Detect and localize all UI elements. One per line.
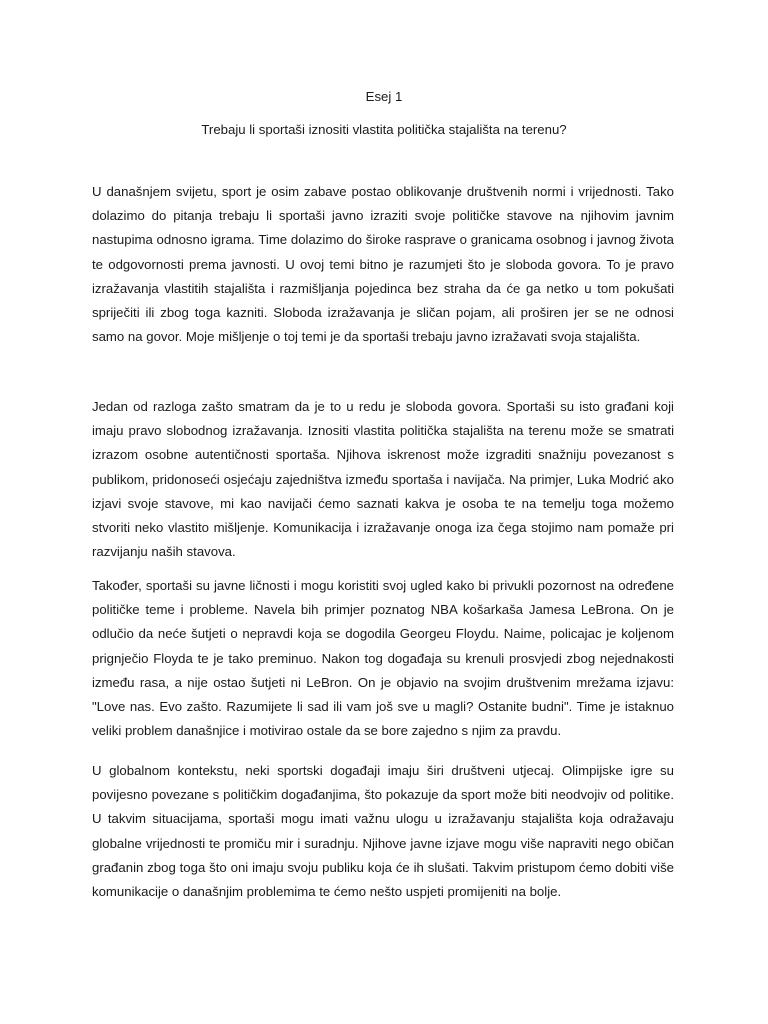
- paragraph-4: U globalnom kontekstu, neki sportski događaji imaju širi društveni utjecaj. Olimpijske igre su povijesno povezane s političkim događanjima, što pokazuje da sport može biti neodvojiv od politike. U takvim situacijama, sportaši mogu imati važnu ulogu u izražavanju stajališta koja odražavaju globalne vrijednosti te promiču mir i suradnju. Njihove javne izjave mogu više napraviti nego običan građanin zbog toga što oni imaju svoju publiku koja će ih slušati. Takvim pristupom ćemo dobiti više komunikacije o današnjim problemima te ćemo nešto uspjeti promijeniti na bolje.: [92, 763, 674, 900]
- paragraph-2: Jedan od razloga zašto smatram da je to u redu je sloboda govora. Sportaši su isto građani koji imaju pravo slobodnog izražavanja. Iznositi vlastita politička stajališta na terenu može se smatrati izrazom osobne autentičnosti sportaša. Njihova iskrenost može izgraditi snažniju povezanost s publikom, pridonoseći osjećaju zajedništva između sportaša i navijača. Na primjer, Luka Modrić ako izjavi svoje stavove, mi kao navijači ćemo saznati kakva je osoba te na temelju toga možemo stvoriti neko vlastito mišljenje. Komunikacija i izražavanje onoga iza čega stojimo nam pomaže pri razvijanju naših stavova.: [92, 399, 674, 560]
- essay-title: Trebaju li sportaši iznositi vlastita politička stajališta na terenu?: [201, 122, 567, 137]
- essay-label: Esej 1: [365, 89, 403, 104]
- paragraph-3: Također, sportaši su javne ličnosti i mogu koristiti svoj ugled kako bi privukli pozornost na određene političke teme i probleme. Navela bih primjer poznatog NBA košarkaša Jamesa LeBrona. On je odlučio da neće šutjeti o nepravdi koja se dogodila Georgeu Floydu. Naime, policajac je koljenom prignječio Floyda te je tako preminuo. Nakon tog događaja su krenuli prosvjedi zbog nejednakosti između rasa, a nije ostao šutjeti ni LeBron. On je objavio na svojim društvenim mrežama izjavu: "Love nas. Evo zašto. Razumijete li sad ili vam još sve u magli? Ostanite budni". Time je istaknuo veliki problem današnjice i motivirao ostale da se bore zajedno s njim za pravdu.: [92, 578, 674, 739]
- paragraph-1: U današnjem svijetu, sport je osim zabave postao oblikovanje društvenih normi i vrijednosti. Tako dolazimo do pitanja trebaju li sportaši javno izraziti svoje političke stavove na njihovim javnim nastupima odnosno igrama. Time dolazimo do široke rasprave o granicama osobnog i javnog života te odgovornosti prema javnosti. U ovoj temi bitno je razumjeti što je sloboda govora. To je pravo izražavanja vlastitih stajališta i razmišljanja pojedinca bez straha da će ga netko u tom pokušati spriječiti ili zbog toga kazniti. Sloboda izražavanja je sličan pojam, ali proširen jer se ne odnosi samo na govor. Moje mišljenje o toj temi je da sportaši trebaju javno izražavati svoja stajališta.: [92, 184, 674, 345]
